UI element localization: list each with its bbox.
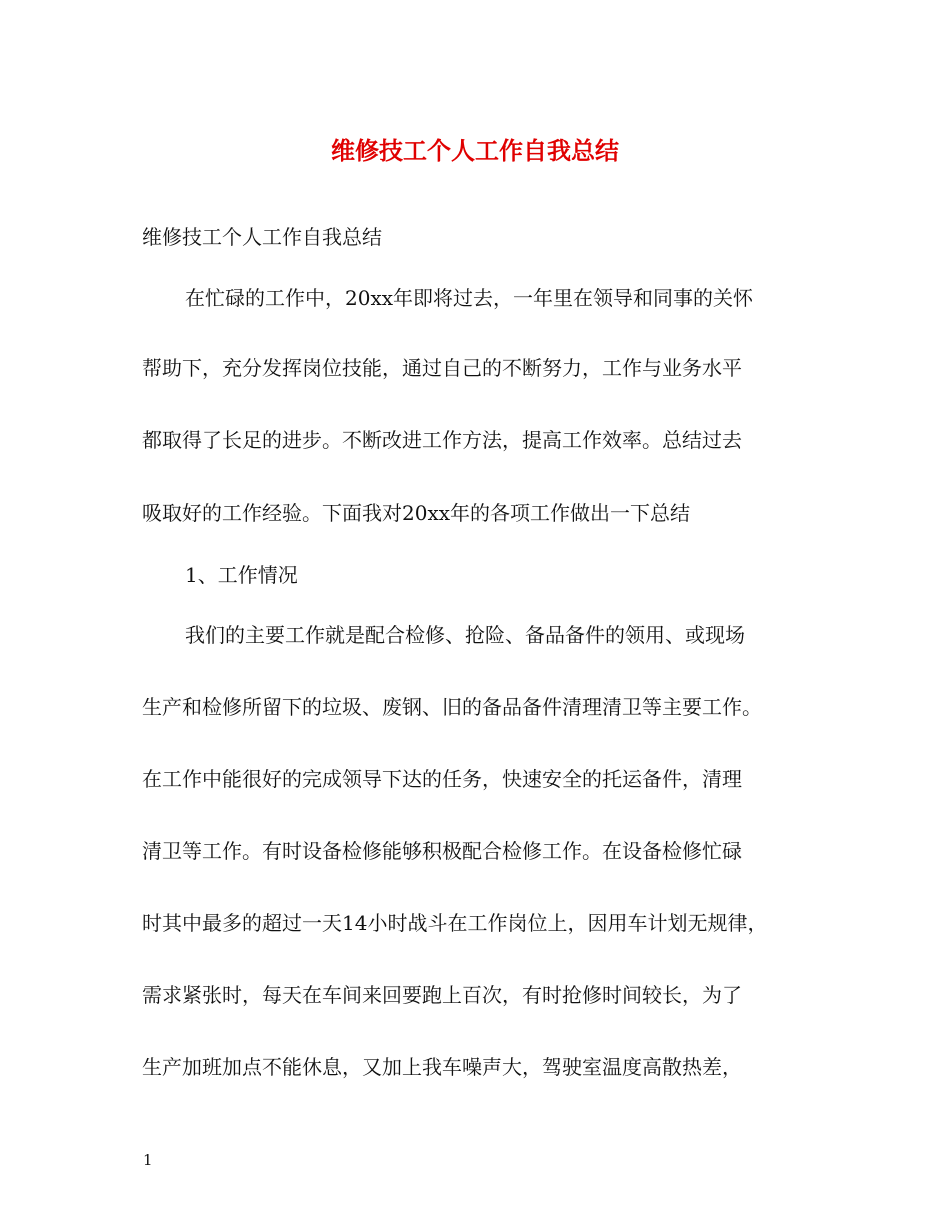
paragraph-line-3: 都取得了长足的进步。不断改进工作方法，提高工作效率。总结过去 — [142, 428, 742, 452]
page-number: 1 — [143, 1151, 153, 1169]
section-heading: 1、工作情况 — [185, 563, 298, 587]
document-title: 维修技工个人工作自我总结 — [331, 136, 619, 165]
paragraph-line-1: 在忙碌的工作中，20xx年即将过去，一年里在领导和同事的关怀 — [185, 286, 754, 310]
paragraph-line-11: 需求紧张时，每天在车间来回要跑上百次，有时抢修时间较长，为了 — [142, 983, 742, 1007]
paragraph-line-6: 我们的主要工作就是配合检修、抢险、备品备件的领用、或现场 — [185, 623, 745, 647]
paragraph-line-8: 在工作中能很好的完成领导下达的任务，快速安全的托运备件，清理 — [142, 767, 742, 791]
paragraph-line-2: 帮助下，充分发挥岗位技能，通过自己的不断努力，工作与业务水平 — [142, 356, 742, 380]
paragraph-line-4: 吸取好的工作经验。下面我对20xx年的各项工作做出一下总结 — [142, 501, 691, 525]
paragraph-line-7: 生产和检修所留下的垃圾、废钢、旧的备品备件清理清卫等主要工作。 — [142, 695, 762, 719]
paragraph-line-10: 时其中最多的超过一天14小时战斗在工作岗位上，因用车计划无规律， — [142, 911, 768, 935]
paragraph-line-12: 生产加班加点不能休息，又加上我车噪声大，驾驶室温度高散热差， — [142, 1055, 742, 1079]
paragraph-line-9: 清卫等工作。有时设备检修能够积极配合检修工作。在设备检修忙碌 — [142, 839, 742, 863]
subtitle-line: 维修技工个人工作自我总结 — [142, 225, 382, 249]
